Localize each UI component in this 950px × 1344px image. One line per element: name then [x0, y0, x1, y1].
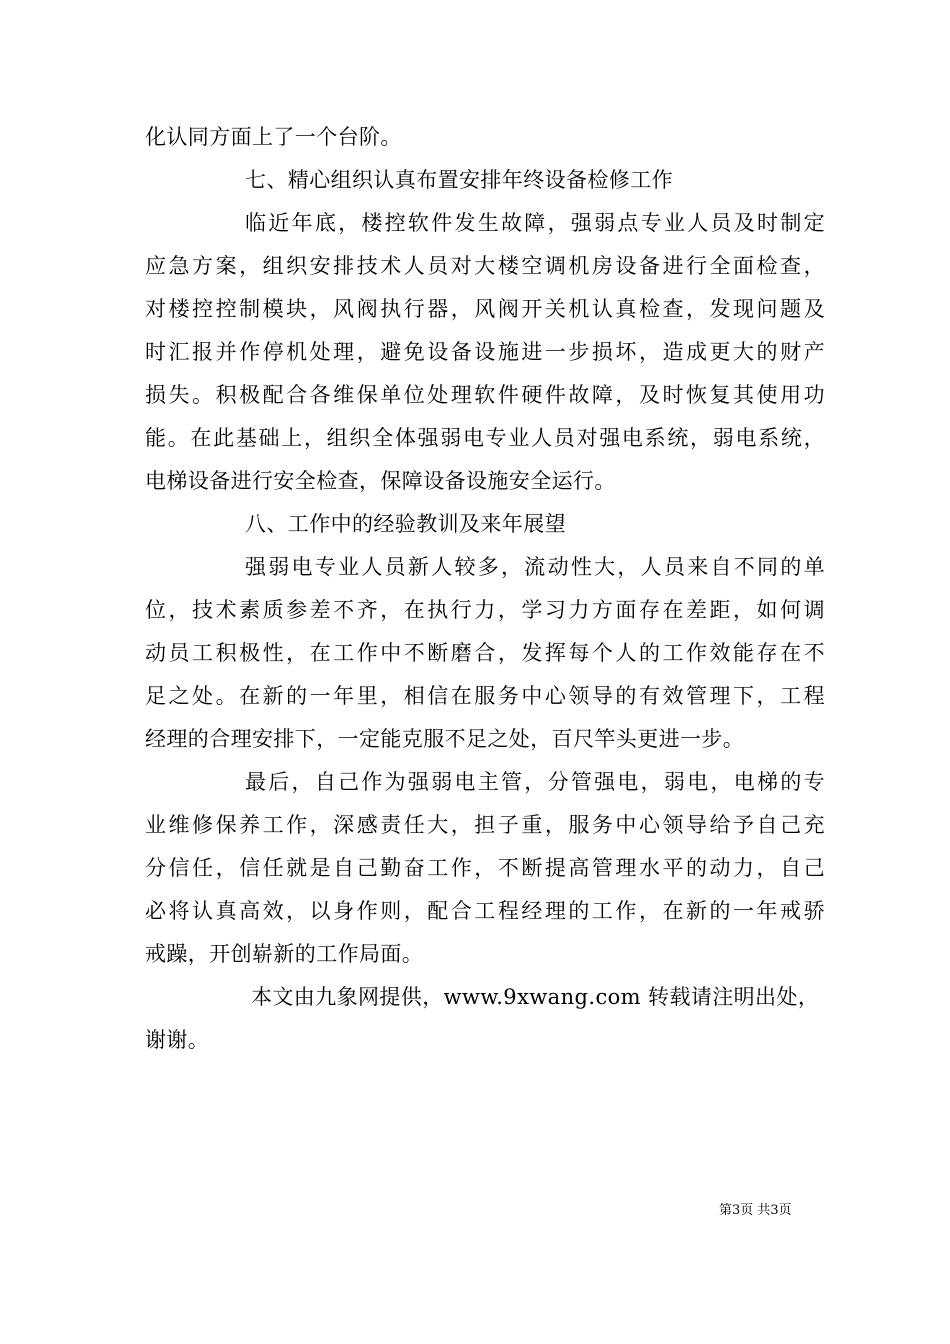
paragraph-line: 能。在此基础上，组织全体强弱电专业人员对强电系统，弱电系统，: [145, 426, 825, 450]
paragraph-line: 强弱电专业人员新人较多，流动性大，人员来自不同的单: [245, 555, 825, 579]
paragraph-line: 经理的合理安排下，一定能克服不足之处，百尺竿头更进一步。: [145, 727, 745, 751]
paragraph-line: 足之处。在新的一年里，相信在服务中心领导的有效管理下，工程: [145, 684, 825, 708]
page-number-footer: 第3页 共3页: [719, 1203, 792, 1218]
paragraph-line: 最后，自己作为强弱电主管，分管强电，弱电，电梯的专: [245, 770, 825, 794]
paragraph-line: 动员工积极性，在工作中不断磨合，发挥每个人的工作效能存在不: [145, 641, 825, 665]
paragraph-line: 时汇报并作停机处理，避免设备设施进一步损坏，造成更大的财产: [145, 340, 825, 364]
paragraph-line: 电梯设备进行安全检查，保障设备设施安全运行。: [145, 469, 616, 493]
paragraph-line: 应急方案，组织安排技术人员对大楼空调机房设备进行全面检查，: [145, 254, 825, 278]
paragraph-line: 戒躁，开创崭新的工作局面。: [145, 942, 424, 966]
paragraph-continuation-line: 化认同方面上了一个台阶。: [145, 125, 402, 149]
paragraph-line: 分信任，信任就是自己勤奋工作，不断提高管理水平的动力，自己: [145, 856, 825, 880]
paragraph-line: 必将认真高效，以身作则，配合工程经理的工作，在新的一年戒骄: [145, 899, 825, 923]
document-body: [145, 116, 825, 1062]
paragraph-line: 位，技术素质参差不齐，在执行力，学习力方面存在差距，如何调: [145, 598, 825, 622]
paragraph-line: 业维修保养工作，深感责任大，担子重，服务中心领导给予自己充: [145, 813, 825, 837]
source-credit-line: 本文由九象网提供，www.9xwang.com 转载请注明出处，: [251, 985, 820, 1009]
section-heading-seven: 七、精心组织认真布置安排年终设备检修工作: [245, 168, 673, 192]
section-heading-eight: 八、工作中的经验教训及来年展望: [245, 512, 566, 536]
paragraph-line: 对楼控控制模块，风阀执行器，风阀开关机认真检查，发现问题及: [145, 297, 825, 321]
source-credit-line: 谢谢。: [145, 1028, 210, 1052]
paragraph-line: 临近年底，楼控软件发生故障，强弱点专业人员及时制定: [245, 211, 825, 235]
paragraph-line: 损失。积极配合各维保单位处理软件硬件故障，及时恢复其使用功: [145, 383, 825, 407]
